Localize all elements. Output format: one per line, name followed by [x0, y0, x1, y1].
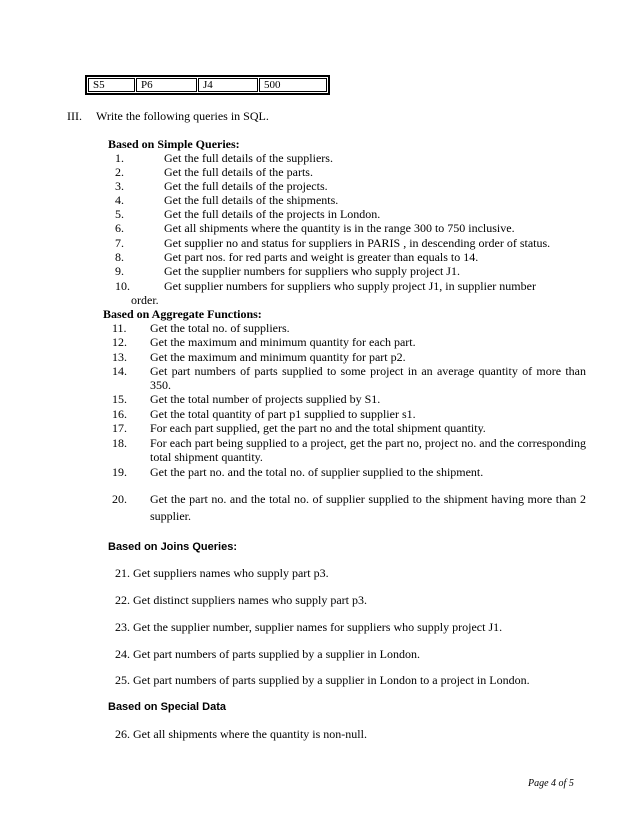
list-item-text: Get supplier numbers for suppliers who supply project J1, in supplier number: [164, 279, 536, 293]
list-item-text: For each part being supplied to a project, get the part no, project no. and the corresponding total shipment quantity.: [150, 436, 586, 464]
list-item-number: 16.: [112, 407, 127, 421]
table-cell: P6: [136, 78, 197, 92]
special-title: Based on Special Data: [108, 701, 226, 713]
list-item: 22. Get distinct suppliers names who supply part p3.: [115, 593, 367, 607]
list-item-number: 5.: [115, 207, 124, 221]
list-item-text: Get the full details of the suppliers.: [164, 151, 333, 165]
section-numeral: III.: [67, 109, 82, 123]
section-heading: Write the following queries in SQL.: [96, 109, 269, 123]
list-item-number: 17.: [112, 421, 127, 435]
list-item: 25. Get part numbers of parts supplied by a supplier in London to a project in London.: [115, 673, 530, 687]
list-item-continuation: order.: [131, 293, 159, 307]
list-item-text: Get the total number of projects supplied by S1.: [150, 392, 381, 406]
list-item-text: Get the full details of the projects in London.: [164, 207, 381, 221]
aggregate-title: Based on Aggregate Functions:: [103, 307, 262, 321]
list-item-text: Get the full details of the projects.: [164, 179, 328, 193]
list-item-text: Get the maximum and minimum quantity for part p2.: [150, 350, 406, 364]
list-item-number: 6.: [115, 221, 124, 235]
list-item-text: Get part nos. for red parts and weight is greater than equals to 14.: [164, 250, 479, 264]
list-item-number: 8.: [115, 250, 124, 264]
simple-queries-title: Based on Simple Queries:: [108, 137, 240, 151]
shipment-table: [85, 75, 330, 95]
table-row: [88, 78, 327, 92]
list-item-text: Get the part no. and the total no. of supplier supplied to the shipment having more than 2 supplier.: [150, 492, 586, 523]
table-cell: J4: [198, 78, 258, 92]
page-number: Page 4 of 5: [528, 778, 574, 789]
list-item-number: 11.: [112, 321, 127, 335]
list-item-text: Get the supplier numbers for suppliers who supply project J1.: [164, 264, 460, 278]
list-item-number: 12.: [112, 335, 127, 349]
list-item-text: Get the full details of the shipments.: [164, 193, 339, 207]
list-item-text: Get the part no. and the total no. of supplier supplied to the shipment.: [150, 465, 484, 479]
list-item-text: Get the total quantity of part p1 supplied to supplier s1.: [150, 407, 416, 421]
list-item-number: 9.: [115, 264, 124, 278]
list-item-text: Get all shipments where the quantity is in the range 300 to 750 inclusive.: [164, 221, 515, 235]
list-item-number: 14.: [112, 364, 127, 378]
list-item-number: 4.: [115, 193, 124, 207]
list-item-number: 10.: [115, 279, 130, 293]
list-item: 23. Get the supplier number, supplier names for suppliers who supply project J1.: [115, 620, 503, 634]
list-item-number: 13.: [112, 350, 127, 364]
list-item-number: 20.: [112, 492, 127, 506]
list-item-number: 1.: [115, 151, 124, 165]
list-item: 24. Get part numbers of parts supplied by a supplier in London.: [115, 647, 420, 661]
list-item-number: 18.: [112, 436, 127, 450]
list-item-text: Get supplier no and status for suppliers in PARIS , in descending order of status.: [164, 236, 551, 250]
list-item: 21. Get suppliers names who supply part p3.: [115, 566, 329, 580]
list-item-number: 15.: [112, 392, 127, 406]
joins-title: Based on Joins Queries:: [108, 541, 237, 553]
list-item-text: Get the full details of the parts.: [164, 165, 313, 179]
list-item-number: 3.: [115, 179, 124, 193]
table-cell: 500: [259, 78, 327, 92]
list-item-text: Get the total no. of suppliers.: [150, 321, 290, 335]
list-item-number: 2.: [115, 165, 124, 179]
table-cell: S5: [88, 78, 135, 92]
list-item-text: Get the maximum and minimum quantity for each part.: [150, 335, 416, 349]
list-item: 26. Get all shipments where the quantity is non-null.: [115, 727, 367, 741]
list-item-text: For each part supplied, get the part no and the total shipment quantity.: [150, 421, 486, 435]
list-item-number: 19.: [112, 465, 127, 479]
list-item-number: 7.: [115, 236, 124, 250]
list-item-text: Get part numbers of parts supplied to some project in an average quantity of more than 350.: [150, 364, 586, 392]
